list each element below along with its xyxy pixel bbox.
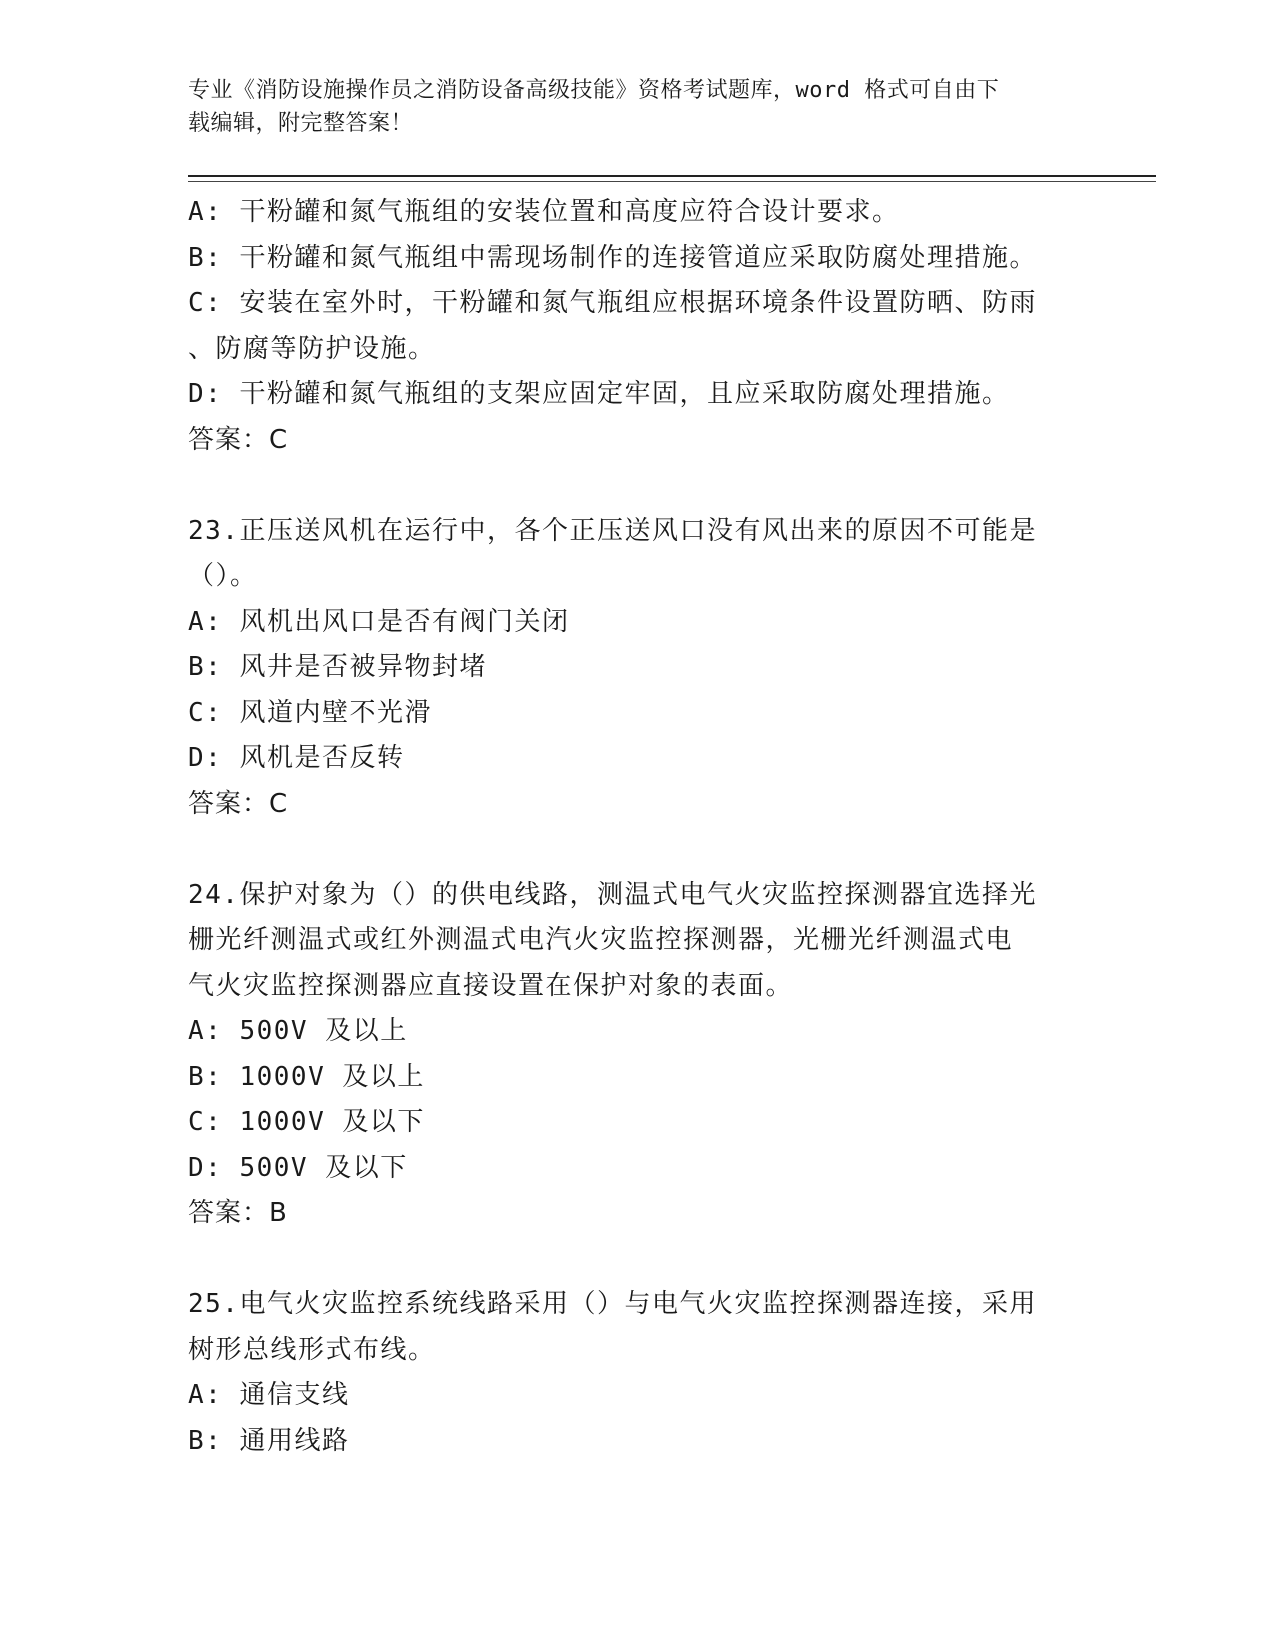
answer: 答案：C xyxy=(188,424,289,455)
option-c: C: 安装在室外时，干粉罐和氮气瓶组应根据环境条件设置防晒、防雨 xyxy=(188,288,1037,318)
option-b: B: 1000V 及以上 xyxy=(188,1061,425,1092)
question-stem: 24.保护对象为（）的供电线路，测温式电气火灾监控探测器宜选择光 xyxy=(188,879,1037,910)
question-stem-continued: 气火灾监控探测器应直接设置在保护对象的表面。 xyxy=(188,970,794,1001)
header-line-1: 专业《消防设施操作员之消防设备高级技能》资格考试题库，word 格式可自由下 xyxy=(188,78,1000,103)
option-a: A: 干粉罐和氮气瓶组的安装位置和高度应符合设计要求。 xyxy=(188,197,900,227)
option-d: D: 风机是否反转 xyxy=(188,743,405,773)
answer: 答案：B xyxy=(188,1198,288,1228)
question-stem: 23.正压送风机在运行中，各个正压送风口没有风出来的原因不可能是 xyxy=(188,515,1037,546)
header-divider-thin xyxy=(188,181,1156,182)
option-a: A: 500V 及以上 xyxy=(188,1016,408,1046)
question-stem: 25.电气火灾监控系统线路采用（）与电气火灾监控探测器连接，采用 xyxy=(188,1289,1037,1319)
header-divider-thick xyxy=(188,175,1156,177)
option-b: B: 风井是否被异物封堵 xyxy=(188,652,487,682)
option-b: B: 干粉罐和氮气瓶组中需现场制作的连接管道应采取防腐处理措施。 xyxy=(188,242,1037,273)
question-22 xyxy=(188,190,1088,463)
question-24 xyxy=(188,873,1088,1237)
document-header xyxy=(188,74,1068,140)
option-a: A: 风机出风口是否有阀门关闭 xyxy=(188,606,570,637)
document-body xyxy=(188,190,1088,1464)
option-d: D: 干粉罐和氮气瓶组的支架应固定牢固，且应采取防腐处理措施。 xyxy=(188,379,1010,409)
option-a: A: 通信支线 xyxy=(188,1380,350,1410)
option-d: D: 500V 及以下 xyxy=(188,1152,408,1183)
question-stem-continued: 树形总线形式布线。 xyxy=(188,1334,436,1365)
question-stem-continued: 栅光纤测温式或红外测温式电汽火灾监控探测器，光栅光纤测温式电 xyxy=(188,925,1014,955)
question-23 xyxy=(188,509,1088,828)
question-stem-continued: （）。 xyxy=(188,561,258,591)
question-25 xyxy=(188,1282,1088,1464)
option-b: B: 通用线路 xyxy=(188,1425,350,1456)
answer: 答案：C xyxy=(188,788,289,819)
option-c: C: 1000V 及以下 xyxy=(188,1107,425,1137)
header-line-2: 载编辑，附完整答案！ xyxy=(188,111,414,136)
option-c: C: 风道内壁不光滑 xyxy=(188,697,432,728)
option-c-continued: 、防腐等防护设施。 xyxy=(188,333,436,364)
